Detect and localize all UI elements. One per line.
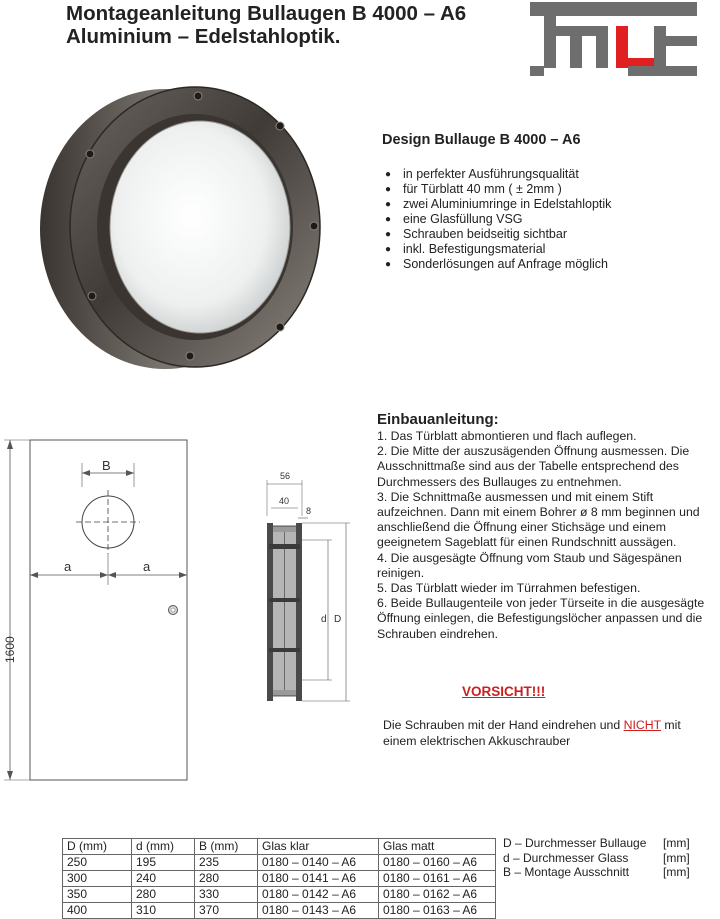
table-row	[63, 871, 496, 887]
table-cell: 0180 – 0160 – A6	[379, 855, 496, 871]
table-cell: 235	[195, 855, 258, 871]
legend-row	[503, 851, 690, 866]
feature-item: ● zwei Aluminiumringe in Edelstahloptik	[382, 197, 611, 212]
table-cell: 0180 – 0141 – A6	[258, 871, 379, 887]
table-cell: 0180 – 0163 – A6	[379, 903, 496, 919]
feature-item: ● für Türblatt 40 mm ( ± 2mm )	[382, 182, 611, 197]
a-right-label: a	[143, 559, 151, 574]
a-left-label: a	[64, 559, 72, 574]
note-text-end: mit einem elektrischen Akkuschrauber	[383, 718, 681, 748]
legend-label: d – Durchmesser Glass	[503, 850, 629, 865]
table-cell: 0180 – 0143 – A6	[258, 903, 379, 919]
instruction-step: 4. Die ausgesägte Öffnung vom Staub und Sägespänen reinigen.	[377, 550, 682, 580]
legend-label: D – Durchmesser Bullauge	[503, 836, 647, 850]
table-header: d (mm)	[132, 839, 195, 855]
d-small-label: d	[321, 614, 327, 625]
table-row	[63, 855, 496, 871]
table-row	[63, 903, 496, 919]
d-big-label: D	[334, 614, 342, 625]
mle-logo	[530, 2, 697, 76]
profile-section-drawing	[250, 468, 362, 706]
table-cell: 195	[132, 855, 195, 871]
note-highlight: NICHT	[623, 718, 661, 732]
table-cell: 0180 – 0162 – A6	[379, 887, 496, 903]
instructions-title: Einbauanleitung:	[377, 411, 499, 428]
legend-unit: [mm]	[663, 865, 690, 879]
dim-8-label: 8	[306, 506, 312, 516]
dim-56-label: 56	[280, 471, 291, 481]
warning-note	[383, 718, 703, 749]
table-cell: 240	[132, 871, 195, 887]
title-line-1: Montageanleitung Bullaugen B 4000 – A6	[66, 2, 467, 25]
instruction-step: 5. Das Türblatt wieder im Türrahmen befestigen.	[377, 581, 641, 596]
instruction-step: 6. Beide Bullaugenteile von jeder Türseite in die ausgesägte Öffnung einlegen, die Befestigungslöcher anpassen und die Schrauben eindrehen.	[377, 596, 705, 641]
table-cell: 280	[132, 887, 195, 903]
table-cell: 250	[63, 855, 132, 871]
legend-label: B – Montage Ausschnitt	[503, 865, 630, 879]
feature-item: ● Sonderlösungen auf Anfrage möglich	[382, 257, 611, 272]
legend-unit: [mm]	[663, 850, 690, 865]
table-cell: 370	[195, 903, 258, 919]
table-cell: 350	[63, 887, 132, 903]
dimension-legend	[503, 836, 690, 880]
table-cell: 0180 – 0161 – A6	[379, 871, 496, 887]
dimension-table	[62, 838, 496, 919]
legend-unit: [mm]	[663, 836, 690, 850]
table-header: Glas matt	[379, 839, 496, 855]
legend-row	[503, 836, 690, 851]
dim-40-label: 40	[279, 496, 290, 506]
features-title: Design Bullauge B 4000 – A6	[382, 132, 581, 148]
feature-item: ● Schrauben beidseitig sichtbar	[382, 227, 611, 242]
table-header-row	[63, 839, 496, 855]
table-cell: 0180 – 0140 – A6	[258, 855, 379, 871]
instruction-step: 2. Die Mitte der auszusägenden Öffnung ausmessen. Die Ausschnittmaße sind aus der Tabelle entsprechend des Durchmessers des Bullauges zu entnehmen.	[377, 444, 690, 489]
note-text-start: Die Schrauben mit der Hand eindrehen und	[383, 718, 624, 732]
table-cell: 280	[195, 871, 258, 887]
title-line-2: Aluminium – Edelstahloptik.	[66, 25, 341, 48]
instructions-body	[377, 429, 720, 642]
feature-item: ● inkl. Befestigungsmaterial	[382, 242, 611, 257]
feature-item: ● eine Glasfüllung VSG	[382, 212, 611, 227]
table-cell: 400	[63, 903, 132, 919]
table-cell: 310	[132, 903, 195, 919]
warning-title: VORSICHT!!!	[462, 684, 546, 699]
table-cell: 300	[63, 871, 132, 887]
features-list	[382, 167, 611, 272]
door-drawing	[0, 425, 215, 785]
table-header: Glas klar	[258, 839, 379, 855]
table-header: B (mm)	[195, 839, 258, 855]
table-cell: 330	[195, 887, 258, 903]
table-header: D (mm)	[63, 839, 132, 855]
instruction-step: 3. Die Schnittmaße ausmessen und mit einem Stift aufzeichnen. Dann mit einem Bohrer ø 8 mm beginnen und anschließend die Öffnung einer Stichsäge und einem geeignetem Sageblatt für einen Rundschnitt aussägen.	[377, 489, 700, 550]
porthole-product-image	[30, 84, 330, 374]
height-label: 1600	[3, 636, 17, 663]
document-title	[66, 2, 466, 48]
feature-item: ● in perfekter Ausführungsqualität	[382, 167, 611, 182]
b-label: B	[102, 458, 111, 473]
table-row	[63, 887, 496, 903]
table-cell: 0180 – 0142 – A6	[258, 887, 379, 903]
legend-row	[503, 865, 690, 880]
instruction-step: 1. Das Türblatt abmontieren und flach auflegen.	[377, 429, 637, 443]
